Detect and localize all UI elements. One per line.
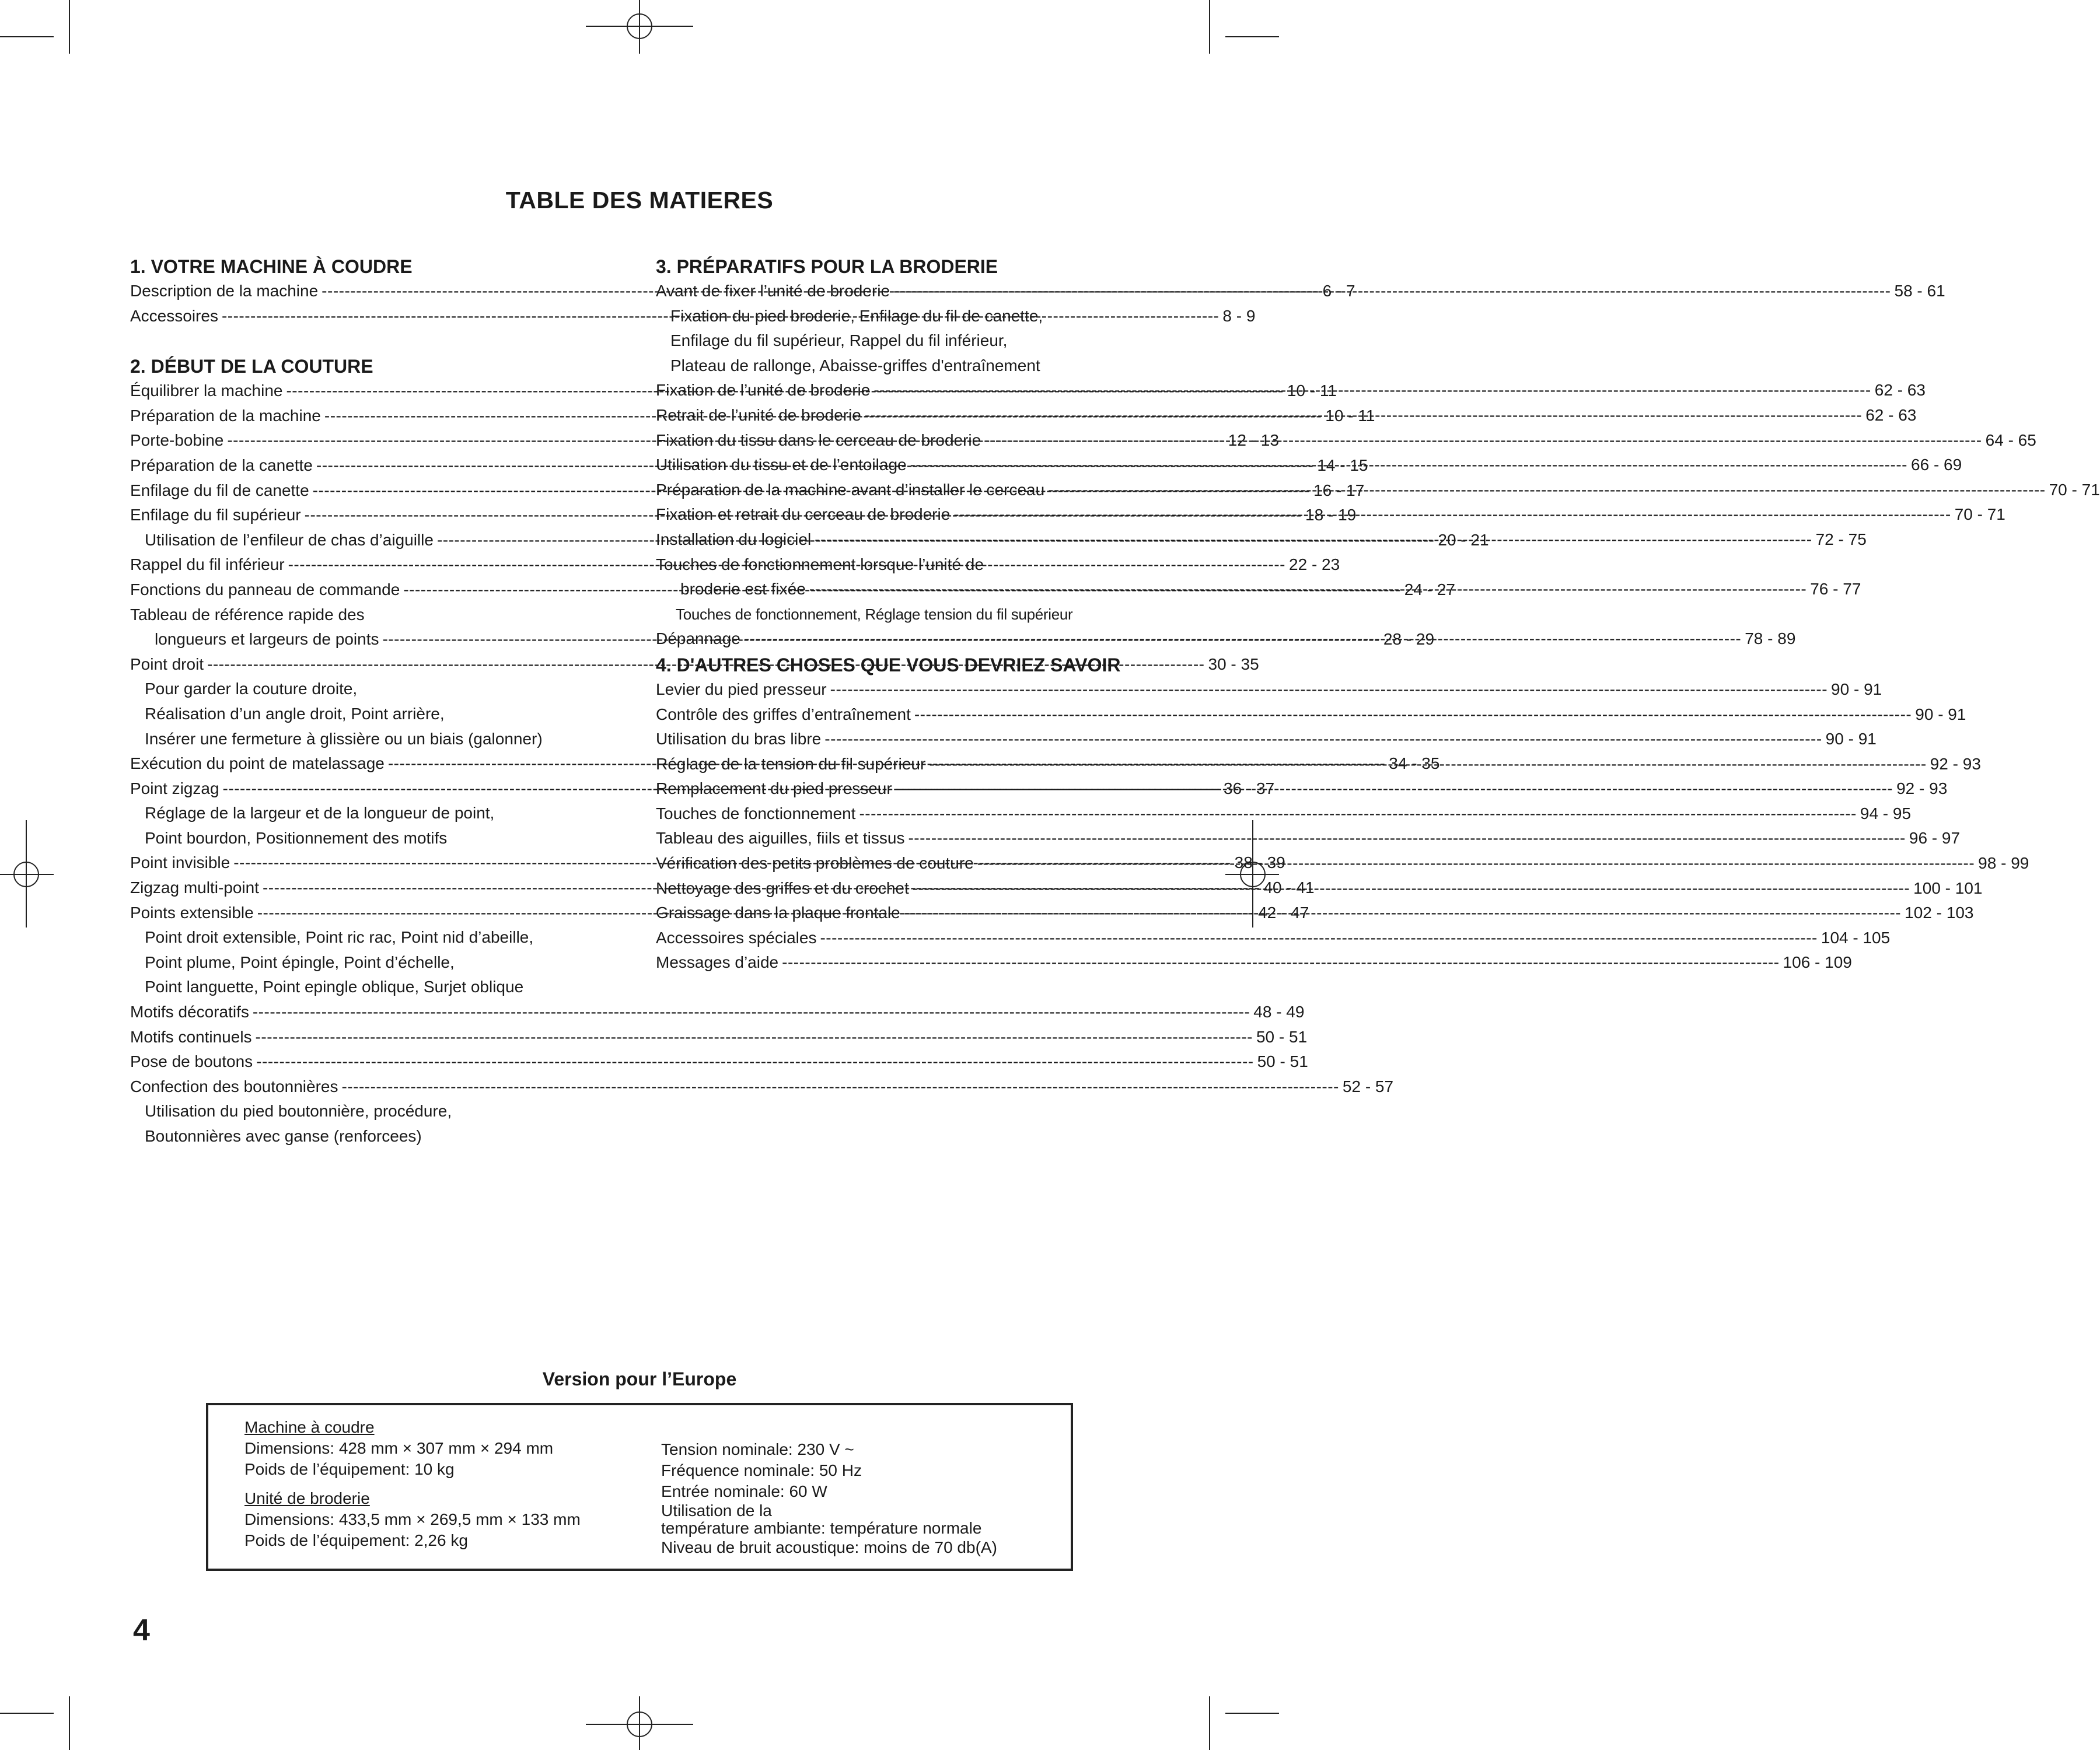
toc-entry[interactable]: Avant de fixer l’unité de broderie ----- 58 - 61 bbox=[656, 279, 1149, 304]
toc-entry[interactable]: Exécution du point de matelassage ----- 34 - 35 bbox=[130, 751, 623, 776]
version-title: Version pour l’Europe bbox=[542, 1368, 737, 1390]
machine-weight: Poids de l’équipement: 10 kg bbox=[244, 1460, 455, 1478]
toc-subentry: Point plume, Point épingle, Point d’échelle, bbox=[145, 953, 455, 971]
toc-entry[interactable]: Enfilage du fil de canette ----- 16 - 17 bbox=[130, 478, 623, 503]
frequency: Fréquence nominale: 50 Hz bbox=[661, 1461, 862, 1479]
toc-entry[interactable]: longueurs et largeurs de points ----- 28 - 29 bbox=[130, 627, 623, 652]
toc-entry[interactable]: Point droit ----- 30 - 35 bbox=[130, 652, 623, 677]
page-number: 4 bbox=[133, 1614, 151, 1647]
toc-entry[interactable]: Levier du pied presseur ----- 90 - 91 bbox=[656, 677, 1149, 702]
toc-entry[interactable]: Préparation de la machine avant d’installer le cerceau ----- 70 - 71 bbox=[656, 478, 1149, 503]
toc-entry[interactable]: Préparation de la machine ----- 10 - 11 bbox=[130, 404, 623, 429]
machine-dimensions: Dimensions: 428 mm × 307 mm × 294 mm bbox=[244, 1439, 554, 1457]
toc-entry[interactable]: Pose de boutons ----- 50 - 51 bbox=[130, 1049, 623, 1074]
toc-entry[interactable]: Point invisible ----- 38 - 39 bbox=[130, 850, 623, 876]
toc-entry[interactable]: Utilisation du tissu et de l’entoilage ----- 66 - 69 bbox=[656, 453, 1149, 478]
noise-level: Niveau de bruit acoustique: moins de 70 db(A) bbox=[661, 1538, 997, 1556]
toc-entry[interactable]: Vérification des petits problèmes de couture ----- 98 - 99 bbox=[656, 851, 1149, 876]
toc-entry[interactable]: Rappel du fil inférieur ----- 22 - 23 bbox=[130, 552, 623, 578]
input-power: Entrée nominale: 60 W bbox=[661, 1482, 827, 1500]
spec-right-column bbox=[661, 1439, 997, 1558]
toc-entry[interactable]: Utilisation de l’enfileur de chas d’aiguille ----- 20 - 21 bbox=[130, 528, 623, 553]
toc-subentry: Touches de fonctionnement, Réglage tension du fil supérieur bbox=[676, 605, 1073, 623]
toc-entry[interactable]: Installation du logiciel ----- 72 - 75 bbox=[656, 527, 1149, 552]
toc-entry[interactable]: Motifs décoratifs ----- 48 - 49 bbox=[130, 1000, 623, 1025]
toc-entry[interactable]: Motifs continuels ----- 50 - 51 bbox=[130, 1025, 623, 1050]
toc-subentry: Pour garder la couture droite, bbox=[145, 680, 358, 698]
toc-entry[interactable]: Graissage dans la plaque frontale ----- 102 - 103 bbox=[656, 901, 1149, 926]
section-heading-4: 4. D'AUTRES CHOSES QUE VOUS DEVRIEZ SAVOIR bbox=[656, 654, 1121, 676]
section-heading-2: 2. DÉBUT DE LA COUTURE bbox=[130, 356, 373, 377]
toc-entry[interactable]: Nettoyage des griffes et du crochet ----- 100 - 101 bbox=[656, 876, 1149, 901]
toc-entry[interactable]: Préparation de la canette ----- 14 - 15 bbox=[130, 453, 623, 478]
toc-entry[interactable]: Accessoires ----- 8 - 9 bbox=[130, 304, 623, 329]
voltage: Tension nominale: 230 V ~ bbox=[661, 1440, 854, 1458]
page-title: TABLE DES MATIERES bbox=[505, 187, 774, 214]
section-heading-3: 3. PRÉPARATIFS POUR LA BRODERIE bbox=[656, 256, 998, 277]
toc-subentry: Point bourdon, Positionnement des motifs bbox=[145, 828, 448, 847]
toc-subentry: Réglage de la largeur et de la longueur de point, bbox=[145, 804, 495, 822]
toc-entry[interactable]: Confection des boutonnières ----- 52 - 57 bbox=[130, 1074, 623, 1100]
toc-subentry: Plateau de rallonge, Abaisse-griffes d'entraînement bbox=[670, 356, 1040, 374]
toc-entry-line: Touches de fonctionnement lorsque l’unité de bbox=[656, 555, 984, 573]
toc-entry[interactable]: Zigzag multi-point ----- 40 - 41 bbox=[130, 876, 623, 901]
toc-entry[interactable]: broderie est fixée ----- 76 - 77 bbox=[656, 577, 1149, 602]
toc-entry[interactable]: Retrait de l’unité de broderie ----- 62 - 63 bbox=[656, 403, 1149, 428]
toc-entry[interactable]: Touches de fonctionnement ----- 94 - 95 bbox=[656, 802, 1149, 827]
toc-entry[interactable]: Fixation de l’unité de broderie ----- 62 - 63 bbox=[656, 378, 1149, 403]
usage-line2: température ambiante: température normale bbox=[661, 1519, 982, 1537]
toc-entry-line: Tableau de référence rapide des bbox=[130, 605, 365, 624]
toc-entry[interactable]: Enfilage du fil supérieur ----- 18 - 19 bbox=[130, 503, 623, 528]
unit-weight: Poids de l’équipement: 2,26 kg bbox=[244, 1531, 468, 1549]
toc-subentry: Enfilage du fil supérieur, Rappel du fil inférieur, bbox=[670, 331, 1008, 350]
toc-subentry: Insérer une fermeture à glissière ou un biais (galonner) bbox=[145, 729, 543, 748]
toc-entry[interactable]: Fixation du tissu dans le cerceau de broderie ----- 64 - 65 bbox=[656, 428, 1149, 453]
toc-subentry: Fixation du pied broderie, Enfilage du fil de canette, bbox=[670, 306, 1043, 325]
usage-line1: Utilisation de la bbox=[661, 1502, 772, 1520]
toc-entry[interactable]: Fixation et retrait du cerceau de broderie ----- 70 - 71 bbox=[656, 502, 1149, 527]
unit-heading: Unité de broderie bbox=[244, 1489, 370, 1507]
toc-subentry: Point droit extensible, Point ric rac, Point nid d’abeille, bbox=[145, 928, 534, 947]
toc-subentry: Boutonnières avec ganse (renforcees) bbox=[145, 1127, 422, 1145]
toc-subentry: Utilisation du pied boutonnière, procédure, bbox=[145, 1102, 452, 1121]
toc-entry[interactable]: Porte-bobine ----- 12 - 13 bbox=[130, 428, 623, 453]
toc-entry[interactable]: Point zigzag ----- 36 - 37 bbox=[130, 776, 623, 802]
toc-entry[interactable]: Accessoires spéciales ----- 104 - 105 bbox=[656, 926, 1149, 951]
toc-entry[interactable]: Dépannage ----- 78 - 89 bbox=[656, 626, 1149, 652]
toc-entry[interactable]: Fonctions du panneau de commande ----- 24 - 27 bbox=[130, 578, 623, 603]
machine-heading: Machine à coudre bbox=[244, 1418, 375, 1436]
toc-entry[interactable]: Description de la machine ----- 6 - 7 bbox=[130, 279, 623, 304]
unit-dimensions: Dimensions: 433,5 mm × 269,5 mm × 133 mm bbox=[244, 1510, 581, 1528]
toc-entry[interactable]: Utilisation du bras libre ----- 90 - 91 bbox=[656, 727, 1149, 752]
toc-entry[interactable]: Contrôle des griffes d’entraînement ----- 90 - 91 bbox=[656, 702, 1149, 727]
toc-entry[interactable]: Points extensible ----- 42 - 47 bbox=[130, 901, 623, 926]
toc-entry[interactable]: Équilibrer la machine ----- 10 - 11 bbox=[130, 379, 623, 404]
section-heading-1: 1. VOTRE MACHINE À COUDRE bbox=[130, 256, 413, 277]
spec-left-column bbox=[244, 1417, 581, 1551]
toc-entry[interactable]: Remplacement du pied presseur ----- 92 - 93 bbox=[656, 776, 1149, 802]
toc-entry[interactable]: Réglage de la tension du fil supérieur ----- 92 - 93 bbox=[656, 752, 1149, 777]
spec-box bbox=[206, 1403, 1073, 1571]
toc-entry[interactable]: Tableau des aiguilles, fiils et tissus ----- 96 - 97 bbox=[656, 826, 1149, 851]
toc-subentry: Point languette, Point epingle oblique, Surjet oblique bbox=[145, 978, 524, 996]
toc-subentry: Réalisation d’un angle droit, Point arrière, bbox=[145, 704, 445, 723]
toc-entry[interactable]: Messages d’aide ----- 106 - 109 bbox=[656, 950, 1149, 975]
